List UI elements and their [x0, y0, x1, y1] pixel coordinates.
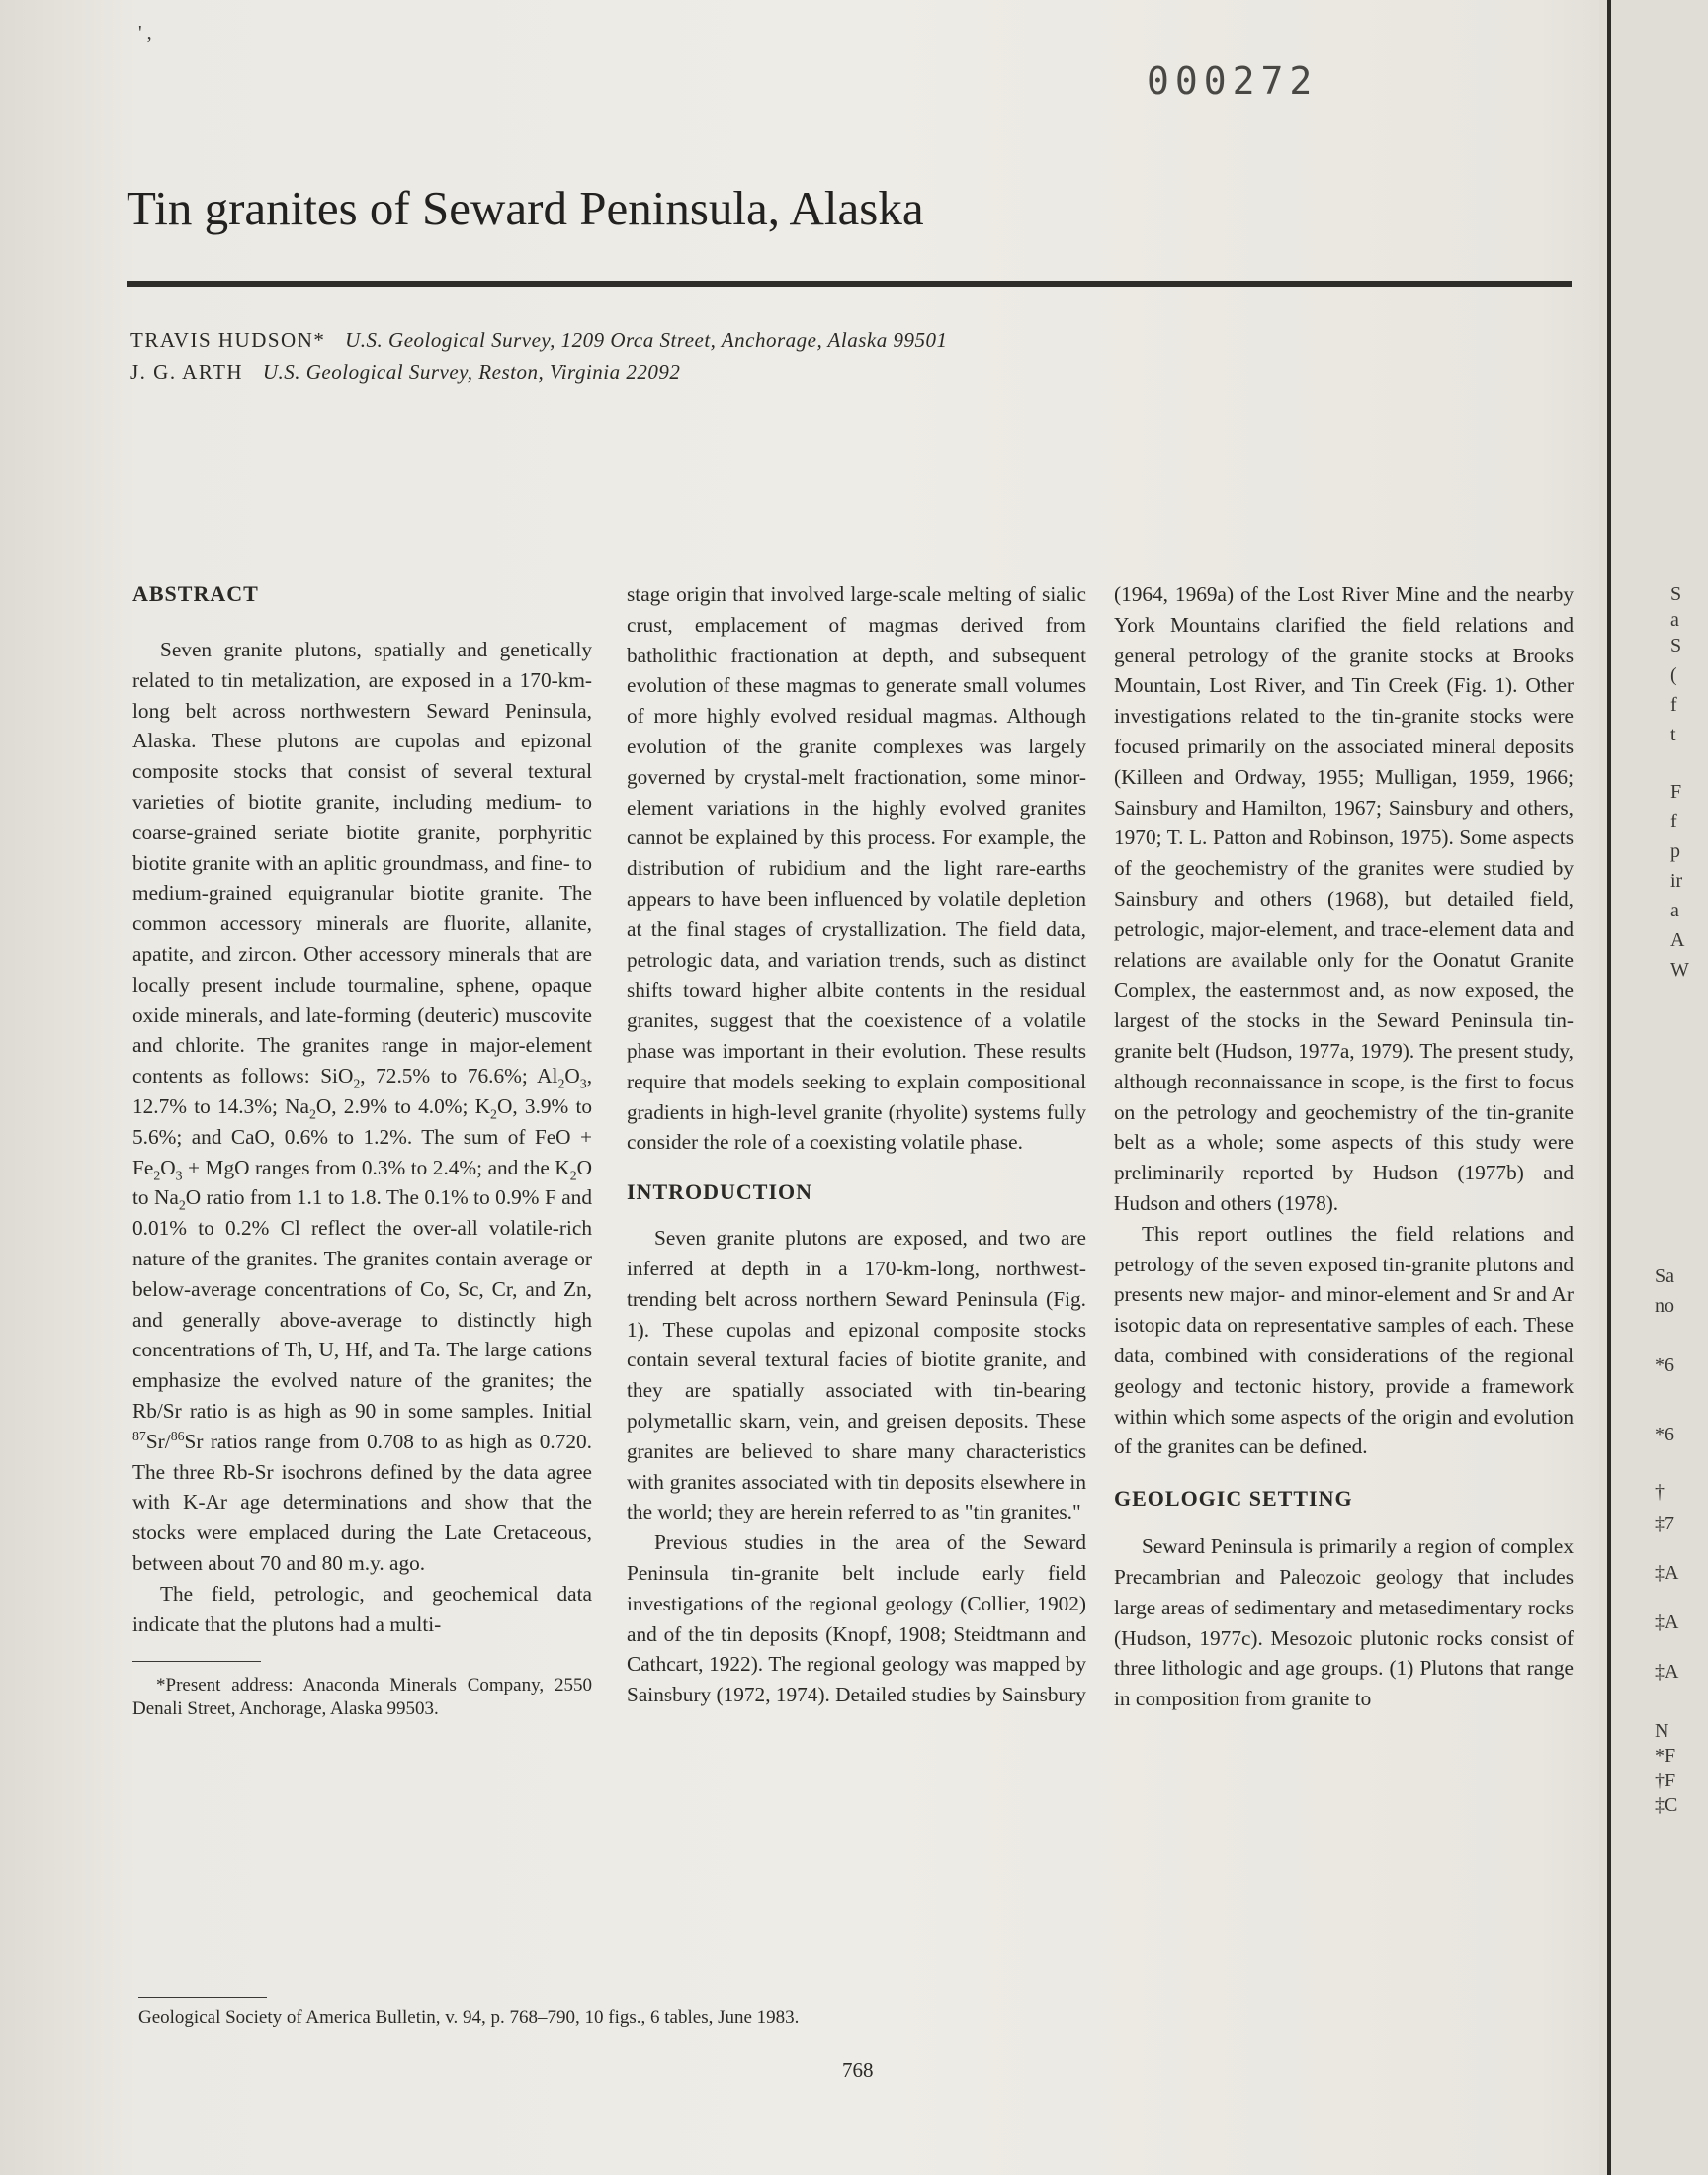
- page-number: 768: [842, 2058, 874, 2082]
- geologic-setting-paragraph-1: Seward Peninsula is primarily a region of complex Precambrian and Paleozoic geology that includes large areas of sedimentary and metasedimentary rocks (Hudson, 1977c). Mesozoic plutonic rocks consist of three lithologic and age groups. (1) Plutons that range in composition from granite to: [1114, 1534, 1574, 1711]
- journal-citation: Geological Society of America Bulletin, v. 94, p. 768–790, 10 figs., 6 tables, June 1983.: [138, 2007, 800, 2028]
- introduction-paragraph-4: This report outlines the field relations and petrology of the seven exposed tin-granite plutons and presents new major- and minor-element and Sr and Ar isotopic data on representative samples of each. These data, combined with considerations of the regional geology and tectonic history, provide a framework within which some aspects of the origin and evolution of the granites can be defined.: [1114, 1221, 1574, 1459]
- edge-fragment: ir: [1670, 870, 1683, 892]
- edge-fragment: Sa: [1655, 1265, 1674, 1287]
- edge-fragment: ‡7: [1655, 1513, 1674, 1534]
- abstract-continuation: stage origin that involved large-scale melting of sialic crust, emplacement of magmas derived from batholithic fractionation at depth, and subsequent evolution of these magmas to generate small volumes of more highly evolved residual magmas. Although evolution of the granite complexes was largely governed by crystal-melt fractionation, some minor-element variations in the highly evolved granites cannot be explained by this process. For example, the distribution of rubidium and the light rare-earths appears to have been influenced by volatile depletion at the final stages of crystallization. The field data, petrologic data, and variation trends, such as distinct shifts toward higher albite contents in the residual granites, suggest that the coexistence of a volatile phase was important in their evolution. These results require that models seeking to explain compositional gradients in high-level granite (rhyolite) systems fully consider the role of a coexisting volatile phase.: [627, 582, 1086, 1155]
- edge-fragment: a: [1670, 609, 1679, 631]
- introduction-paragraph-3: (1964, 1969a) of the Lost River Mine and the nearby York Mountains clarified the field relations and general petrology of the granite stocks at Brooks Mountain, Lost River, and Tin Creek (Fig. 1). Other investigations related to the tin-granite stocks were focused primarily on the associated mineral deposits (Killeen and Ordway, 1955; Mulligan, 1959, 1966; Sainsbury and Hamilton, 1967; Sainsbury and others, 1970; T. L. Patton and Robinson, 1975). Some aspects of the geochemistry of the granites were studied by Sainsbury and others (1968), but detailed field, petrologic, major-element, and trace-element data and relations are available only for the Oonatut Granite Complex, the easternmost and, as now exposed, the largest of the stocks in the Seward Peninsula tin-granite belt (Hudson, 1977a, 1979). The present study, although reconnaissance in scope, is the first to focus on the petrology and geochemistry of the tin-granite belt as a whole; some aspects of this study were preliminarily reported by Hudson (1977b) and Hudson and others (1978).: [1114, 582, 1574, 1215]
- edge-fragment: t: [1670, 724, 1676, 745]
- author-line-2: [130, 360, 680, 385]
- column-3: [1114, 579, 1574, 1714]
- edge-fragment: ‡A: [1655, 1562, 1679, 1584]
- edge-fragment: ‡A: [1655, 1611, 1679, 1633]
- author-affiliation: U.S. Geological Survey, 1209 Orca Street, Anchorage, Alaska 99501: [345, 328, 948, 352]
- edge-fragment: ‡C: [1655, 1794, 1678, 1816]
- geologic-setting-heading: GEOLOGIC SETTING: [1114, 1486, 1353, 1512]
- author-affiliation: U.S. Geological Survey, Reston, Virginia 22092: [262, 360, 681, 384]
- abstract-paragraph-2: The field, petrologic, and geochemical data indicate that the plutons had a multi-: [132, 1581, 592, 1636]
- article-title: Tin granites of Seward Peninsula, Alaska: [127, 181, 924, 235]
- author-name: J. G. ARTH: [130, 360, 244, 384]
- edge-fragment: †: [1655, 1481, 1665, 1503]
- page-marks: ' ,: [138, 22, 152, 44]
- page-fold-line: [1607, 0, 1611, 2175]
- column-2: [627, 579, 1086, 1710]
- edge-fragment: (: [1670, 664, 1677, 686]
- abstract-heading: ABSTRACT: [132, 581, 259, 606]
- author-line-1: [130, 328, 947, 353]
- citation-rule: [138, 1997, 267, 1998]
- edge-fragment: W: [1670, 959, 1689, 981]
- edge-fragment: p: [1670, 840, 1680, 862]
- edge-fragment: F: [1670, 781, 1682, 803]
- document-stamp-number: 000272: [1147, 59, 1319, 103]
- edge-fragment: f: [1670, 694, 1677, 716]
- edge-fragment: N: [1655, 1720, 1669, 1742]
- edge-fragment: *F: [1655, 1745, 1676, 1767]
- abstract-paragraph-1: Seven granite plutons, spatially and genetically related to tin metalization, are exposed in a 170-km-long belt across northwestern Seward Peninsula, Alaska. These plutons are cupolas and epizonal composite stocks that consist of several textural varieties of biotite granite, including medium- to coarse-grained seriate biotite granite, porphyritic biotite granite with an aplitic groundmass, and fine- to medium-grained equigranular biotite granite. The common accessory minerals are fluorite, allanite, apatite, and zircon. Other accessory minerals that are locally present include tourmaline, sphene, opaque oxide minerals, and late-forming (deuteric) muscovite and chlorite. The granites range in major-element contents as follows: SiO$_2$, 72.5% to 76.6%; $Al_2O_3$, 12.7% to 14.3%; $Na_2O$, 2.9% to 4.0%; $K_2O$, 3.9% to 5.6%; and CaO, 0.6% to 1.2%. The sum of FeO + $Fe_2O_3$ + MgO ranges from 0.3% to 2.4%; and the $K_2O$ to $Na_2O$ ratio from 1.1 to 1.8. The 0.1% to 0.9% F and 0.01% to 0.2% Cl reflect the over-all volatile-rich nature of the granites. The granites contain average or below-average concentrations of Co, Sc, Cr, and Zn, and generally above-average to distinctly high concentrations of Th, U, Hf, and Ta. The large cations emphasize the evolved nature of the granites; the Rb/Sr ratio is as high as 90 in some samples. Initial $^{87}$Sr/$^{86}$Sr ratios range from 0.708 to as high as 0.720. The three Rb-Sr isochrons defined by the data agree with K-Ar age determinations and show that the stocks were emplaced during the Late Cretaceous, between about 70 and 80 m.y. ago.: [132, 638, 593, 1575]
- edge-fragment: no: [1655, 1295, 1674, 1317]
- introduction-paragraph-2: Previous studies in the area of the Seward Peninsula tin-granite belt include early field investigations of the regional geology (Collier, 1902) and of the tin deposits (Knopf, 1908; Steidtmann and Cathcart, 1922). The regional geology was mapped by Sainsbury (1972, 1974). Detailed studies by Sainsbury: [627, 1530, 1086, 1707]
- edge-fragment: f: [1670, 811, 1677, 832]
- edge-fragment: a: [1670, 900, 1679, 921]
- edge-fragment: *6: [1655, 1424, 1674, 1445]
- introduction-heading: INTRODUCTION: [627, 1179, 813, 1205]
- column-1: [132, 579, 592, 1721]
- title-rule: [127, 281, 1572, 287]
- edge-fragment: S: [1670, 635, 1682, 656]
- edge-fragment: ‡A: [1655, 1661, 1679, 1683]
- edge-fragment: A: [1670, 929, 1685, 951]
- edge-fragment: *6: [1655, 1354, 1674, 1376]
- edge-fragment: S: [1670, 583, 1682, 605]
- author-name: TRAVIS HUDSON*: [130, 328, 326, 352]
- edge-fragment: †F: [1655, 1770, 1676, 1791]
- next-page-edge: [1599, 0, 1708, 2175]
- footnote-rule: [132, 1661, 261, 1662]
- footnote: *Present address: Anaconda Minerals Company, 2550 Denali Street, Anchorage, Alaska 99503.: [132, 1675, 592, 1720]
- introduction-paragraph-1: Seven granite plutons are exposed, and two are inferred at depth in a 170-km-long, northwest-trending belt across northern Seward Peninsula (Fig. 1). These cupolas and epizonal composite stocks contain several textural facies of biotite granite, and they are spatially associated with tin-bearing polymetallic skarn, vein, and greisen deposits. These granites are believed to share many characteristics with granites associated with tin deposits elsewhere in the world; they are herein referred to as "tin granites.": [627, 1226, 1086, 1524]
